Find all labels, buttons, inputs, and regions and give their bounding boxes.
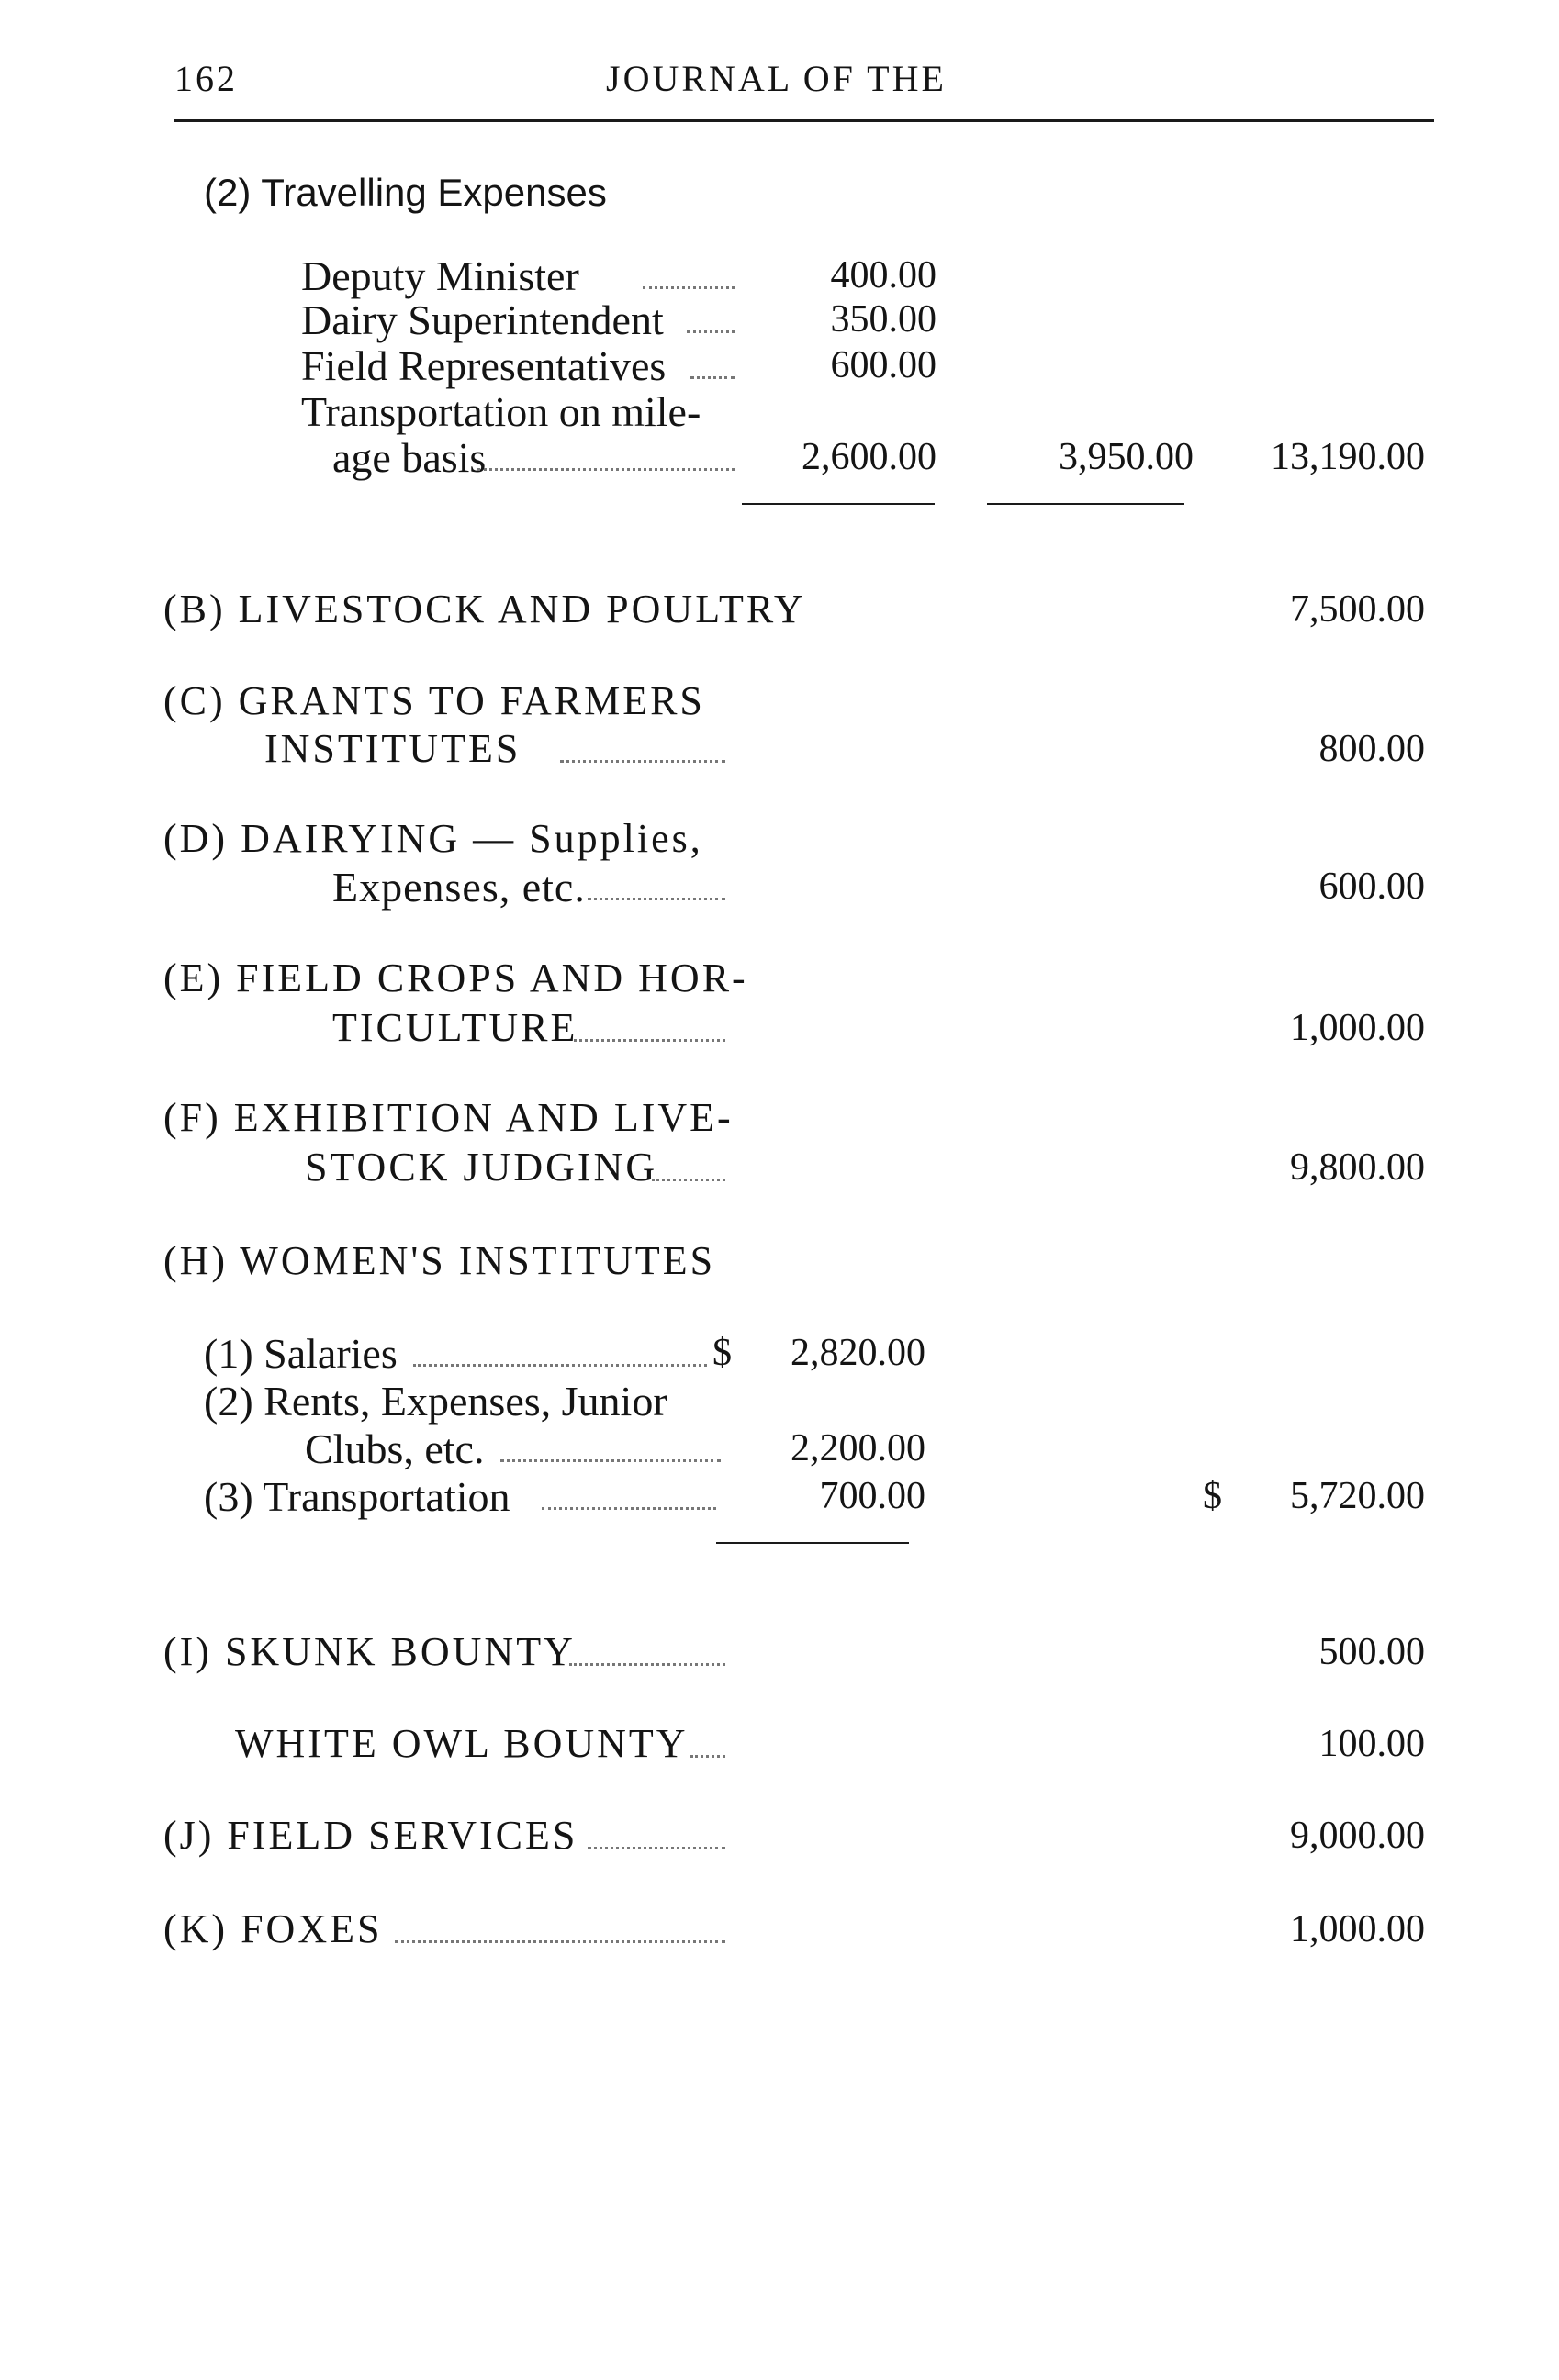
leader-dots — [588, 898, 725, 900]
section-amount: 600.00 — [1318, 866, 1425, 908]
subtotal-rule — [716, 1542, 909, 1544]
section-label: (C) GRANTS TO FARMERS — [163, 678, 705, 723]
section-label: INSTITUTES — [264, 726, 522, 771]
section-label: (J) FIELD SERVICES — [163, 1813, 578, 1858]
section-label: (D) DAIRYING — Supplies, — [163, 816, 703, 861]
item-amount: 700.00 — [819, 1475, 925, 1517]
page-number: 162 — [174, 58, 238, 99]
item-amount: 2,820.00 — [791, 1332, 925, 1374]
running-title: JOURNAL OF THE — [606, 58, 947, 99]
leader-dots — [569, 1663, 725, 1666]
leader-dots — [574, 1039, 725, 1042]
section-label: (H) WOMEN'S INSTITUTES — [163, 1238, 716, 1283]
section-label: (B) LIVESTOCK AND POULTRY — [163, 587, 806, 631]
leader-dots — [560, 760, 725, 763]
leader-dots — [500, 1459, 721, 1462]
item-amount: 600.00 — [830, 344, 937, 386]
section-amount: 1,000.00 — [1290, 1007, 1425, 1049]
subtotal-rule — [742, 503, 935, 505]
item-label: age basis — [332, 434, 487, 481]
item-amount: 2,200.00 — [791, 1427, 925, 1469]
item-label: (3) Transportation — [204, 1473, 510, 1520]
travelling-subtotal: 3,950.00 — [1059, 436, 1194, 478]
item-label: Field Representatives — [301, 342, 667, 389]
leader-dots — [690, 1755, 725, 1758]
item-label: (2) Rents, Expenses, Junior — [204, 1378, 667, 1425]
section-label: (E) FIELD CROPS AND HOR- — [163, 955, 748, 1000]
section-amount: 500.00 — [1318, 1631, 1425, 1673]
item-label: (1) Salaries — [204, 1330, 398, 1377]
section-amount: 9,000.00 — [1290, 1815, 1425, 1857]
leader-dots — [643, 286, 735, 289]
item-label: Clubs, etc. — [305, 1425, 485, 1472]
section-label: (F) EXHIBITION AND LIVE- — [163, 1095, 734, 1140]
travelling-total: 13,190.00 — [1271, 436, 1425, 478]
section-amount: 1,000.00 — [1290, 1908, 1425, 1950]
leader-dots — [588, 1847, 725, 1849]
leader-dots — [652, 1179, 725, 1181]
item-label: Transportation on mile- — [301, 388, 701, 435]
section-amount: 800.00 — [1318, 728, 1425, 770]
section-label: (K) FOXES — [163, 1906, 383, 1951]
item-label: Dairy Superintendent — [301, 296, 664, 343]
leader-dots — [542, 1507, 716, 1510]
section-label: WHITE OWL BOUNTY — [235, 1721, 689, 1766]
item-amount: 350.00 — [830, 298, 937, 341]
section-amount: 100.00 — [1318, 1723, 1425, 1765]
leader-dots — [477, 468, 735, 471]
currency-sign: $ — [712, 1332, 732, 1374]
leader-dots — [687, 330, 735, 333]
section-amount: 9,800.00 — [1290, 1146, 1425, 1189]
section-label: TICULTURE — [332, 1005, 578, 1050]
section-amount: 7,500.00 — [1290, 588, 1425, 631]
header-rule — [174, 119, 1434, 122]
section-label: (I) SKUNK BOUNTY — [163, 1629, 576, 1674]
leader-dots — [690, 376, 735, 379]
currency-sign: $ — [1203, 1475, 1222, 1517]
item-amount: 400.00 — [830, 254, 937, 296]
womens-total: 5,720.00 — [1290, 1475, 1425, 1517]
section-label: Expenses, etc. — [332, 864, 586, 911]
item-label: Deputy Minister — [301, 252, 579, 299]
travelling-heading: (2) Travelling Expenses — [204, 171, 607, 214]
leader-dots — [395, 1940, 725, 1943]
section-label: STOCK JUDGING — [305, 1145, 658, 1190]
leader-dots — [413, 1364, 707, 1367]
item-amount: 2,600.00 — [802, 436, 937, 478]
subtotal-rule — [987, 503, 1184, 505]
